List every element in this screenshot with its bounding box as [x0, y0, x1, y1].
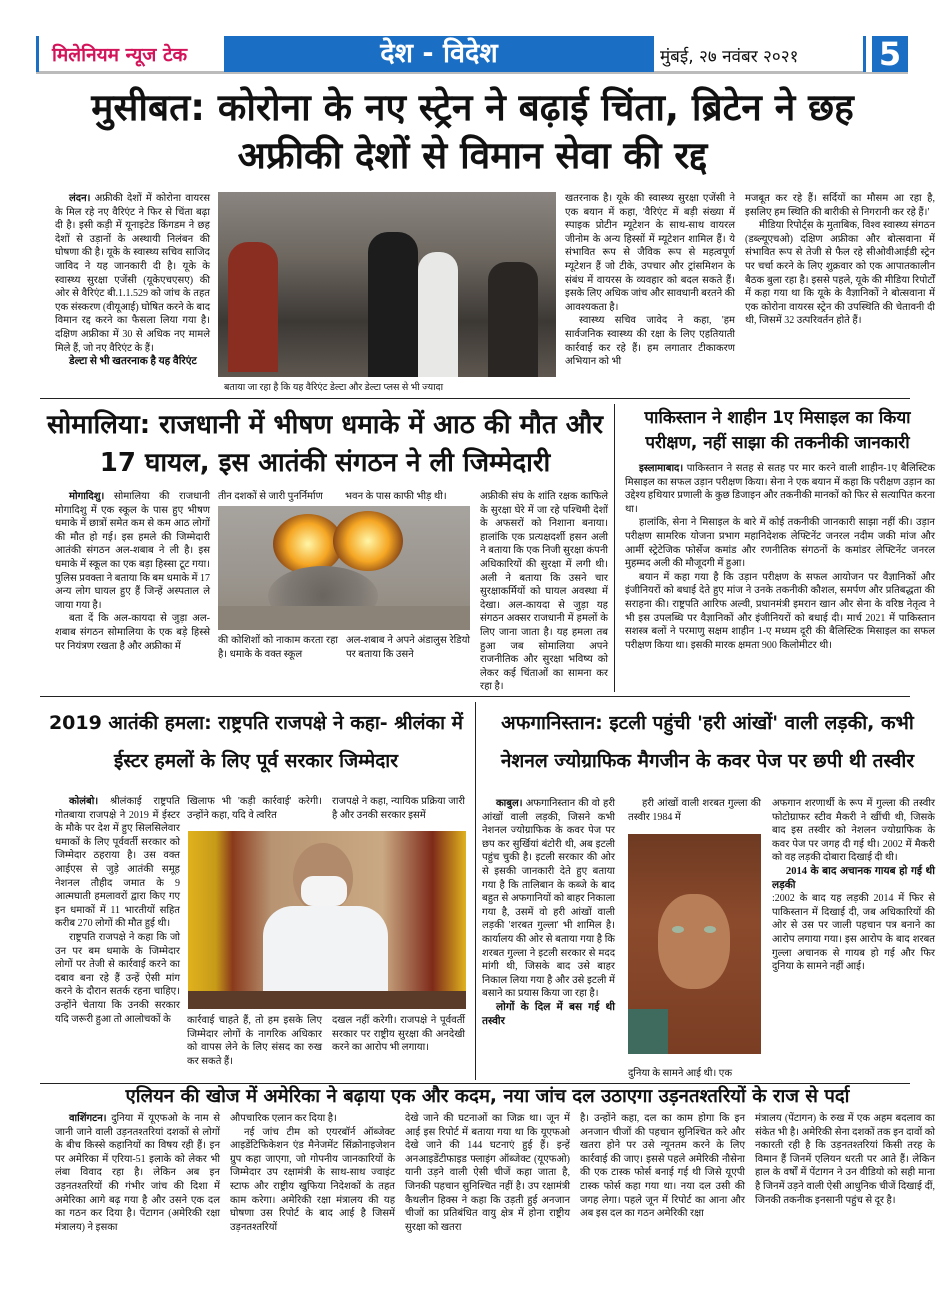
body-text: नई जांच टीम को एयरबॉर्न ऑब्जेक्ट आइडेंटिफिकेशन एंड मैनेजमेंट सिंक्रोनाइजेशन ग्रुप कहा जाएगा, जो गोपनीय जानकारियों के जिम्मेदार उप रक्षामंत्री के साथ-साथ ज्वाइंट स्टाफ और राष्ट्रीय खुफिया निदेशकों के तहत काम करेगा। अमेरिकी रक्षा मंत्रालय की यह घोषणा उस रिपोर्ट के बाद आई है जिसमें उड़नतश्तरियों: [230, 1126, 395, 1233]
afghan-mid-bottom: दुनिया के सामने आई थी। एक: [628, 1068, 733, 1079]
body-text: अफगानिस्तान की वो हरी आंखों वाली लड़की, जिसने कभी नेशनल ज्योग्राफिक के कवर पेज पर छप कर सुर्खियां बंटोरी थी, अब इटली पहुंच चुकी है। इटली सरकार की ओर से इसकी जानकारी देते हुए बताया गया है कि तालिबान के कब्जे के बाद बहुत से अफगानियों को बाहर निकाला गया है, उसमें वो हरी आंखों वाली लड़की 'शरबत गुल्ला' भी शामिल है। कार्यालय की ओर से बताया गया है कि शरबत गुल्ला ने इटली सरकार से मदद मांगी थी, जिसके बाद उसे बाहर निकाल लिया गया है और उसे इटली में बसाने का प्रयास किया जा रहा है।: [482, 798, 616, 1000]
body-text: दुनिया में यूएफओ के नाम से जानी जाने वाली उड़नतश्तरियां दशकों से लोगों के बीच किस्से कहानियों का विषय रही हैं। इन पर अमेरिका में एरिया-51 इलाके को लेकर भी लंबा विवाद रहा है। लेकिन अब इन उड़नतश्तरियों की गंभीर जांच की दिशा में अमेरिका आगे बढ़ गया है और उसने एक दल का गठन कर दिया है। पेंटागन (अमेरिकी रक्षा मंत्रालय) ने इसका: [55, 1113, 221, 1233]
page-number: 5: [878, 35, 902, 73]
section-banner: [224, 36, 654, 72]
somalia-photo-explosion: [218, 506, 470, 630]
body-text: मंत्रालय (पेंटागन) के रुख में एक अहम बदलाव का संकेत भी है। अमेरिकी सेना दशकों तक इन दावों को नकारती रही है कि उड़नतश्तरियां किसी तरह के विमान हैं जिनमें एलियन धरती पर आते हैं। लेकिन हाल के वर्षों में पेंटागन ने उन वीडियो को सही माना है जिनमें उड़ने वाली ऐसी आधुनिक चीजें दिखाई दीं, जिनकी तकनीक इनसानी पहुंच से दूर है।: [755, 1113, 935, 1206]
body-text: है। उन्होंने कहा, दल का काम होगा कि इन अनजान चीजों की पहचान सुनिश्चित करे और खतरा होने पर उसे न्यूनतम करने के लिए कार्रवाई की जाए। इससे पहले अमेरिकी नौसेना की एक टास्क फोर्स बनाई गई थी जिसे यूएपी टास्क फोर्स कहा गया था। नया दल उसी की जगह लेगा। पहले जून में रिपोर्ट का आना और अब इस दल का गठन अमेरिकी रक्षा: [580, 1113, 745, 1220]
body-text: बयान में कहा गया है कि उड़ान परीक्षण के सफल आयोजन पर वैज्ञानिकों और इंजीनियरों को बधाई देते हुए मांज ने उनके तकनीकी कौशल, समर्पण और प्रतिबद्धता की सराहना की। राष्ट्रपति आरिफ अल्वी, प्रधानमंत्री इमरान खान और सेना के वरिष्ठ नेतृत्व ने भी इस उपलब्धि पर वैज्ञानिकों और इंजीनियरों को बधाई दी। मार्च 2021 में पाकिस्तान सशस्त्र बलों ने परमाणु सक्षम शाहीन 1-ए मध्यम दूरी की बैलिस्टिक मिसाइल का सफल परीक्षण किया था। इसकी मारक क्षमता 900 किलोमीटर थी।: [625, 571, 935, 651]
body-text: राष्ट्रपति राजपक्षे ने कहा कि जो उन पर बम धमाके के जिम्मेदार लोगों पर तेजी से कार्रवाई करने का दबाव बना रहे हैं उन्हें ऐसी मांग करने के दौरान सतर्क रहना चाहिए। उन्होंने चेताया कि उनकी सरकार यदि जरूरी हुआ तो आलोचकों के: [55, 931, 180, 1025]
afghan-photo-girl: [628, 834, 761, 1054]
subheading: लोगों के दिल में बस गई थी तस्वीर: [482, 1001, 615, 1027]
srilanka-photo-president: [188, 831, 466, 1009]
somalia-headline: सोमालिया: राजधानी में भीषण धमाके में आठ की मौत और 17 घायल, इस आतंकी संगठन ने ली जिम्मेदारी: [46, 410, 604, 478]
dateline: कोलंबो।: [69, 796, 99, 807]
dateline: इस्लामाबाद।: [639, 463, 684, 474]
column-divider: [475, 702, 476, 1080]
paper-name: मिलेनियम न्यूज टेक: [52, 44, 188, 66]
body-text: :2002 के बाद यह लड़की 2014 में फिर से पाकिस्तान में दिखाई दी, जब अधिकारियों की ओर से उस पर जाली पहचान पत्र बनाने का आरोप लगाया गया। इस आरोप के बाद शरबत गुल्ला अचानक से गायब हो गई और फिर दुनिया के सामने नहीं आई।: [772, 893, 935, 973]
divider: [40, 398, 910, 399]
body-text: मीडिया रिपोर्ट्स के मुताबिक, विश्व स्वास्थ्य संगठन (डब्ल्यूएचओ) दक्षिण अफ्रीका और बोत्सवाना में संभावित रूप से तेजी से फैल रहे सीओवीआईडी स्ट्रेन पर चर्चा करने के लिए शुक्रवार को एक आपातकालीन बैठक बुला रहा है। इससे पहले, यूके की मीडिया रिपोर्टों में कहा गया था कि यूके के वैज्ञानिकों ने बोत्सवाना में एक कोरोना वायरस स्ट्रेन की उपस्थिति की चेतावनी दी थी, जिसमें 32 उत्परिवर्तन होते हैं।: [745, 220, 935, 327]
srilanka-col-1: [55, 795, 180, 1085]
body-text: देखे जाने की घटनाओं का जिक्र था। जून में आई इस रिपोर्ट में बताया गया था कि यूएफओ देखे जाने की 144 घटनाएं हुई हैं। इन्हें अनआइडेंटीफाइड फ्लाइंग ऑब्जेक्ट (यूएफओ) यानी उड़ने वाली ऐसी चीजें कहा जाता है, जिनकी पहचान सुनिश्चित नहीं है। उप रक्षामंत्री कैथलीन हिक्स ने कहा कि उड़ती हुई अनजान चीजों का प्रतिबंधित वायु क्षेत्र में होना राष्ट्रीय सुरक्षा को खतरा: [405, 1113, 570, 1233]
afghan-col-1: [482, 797, 615, 1082]
subheading: डेल्टा से भी खतरनाक है यह वैरिएंट: [69, 356, 197, 368]
body-text: सोमालिया की राजधानी मोगादिशु में एक स्कूल के पास हुए भीषण धमाके में छात्रों समेत कम से कम आठ लोगों की मौत हो गई। इस हमले की जिम्मेदारी आतंकी संगठन अल-शबाब ने ली है। इस धमाके में स्कूल का एक बड़ा हिस्सा टूट गया। पुलिस प्रवक्ता ने बताया कि बम धमाके में 17 अन्य लोग घायल हुए हैं जिन्हें अस्पताल ले जाया गया है।: [55, 491, 210, 611]
lead-headline: मुसीबत: कोरोना के नए स्ट्रेन ने बढ़ाई चिंता, ब्रिटेन ने छह अफ्रीकी देशों से विमान सेवा की रद्द: [91, 86, 854, 177]
body-text: खतरनाक है। यूके की स्वास्थ्य सुरक्षा एजेंसी ने एक बयान में कहा, 'वैरिएंट में बड़ी संख्या में स्पाइक प्रोटीन म्यूटेशन के साथ-साथ वायरल जीनोम के अन्य हिस्सों में म्यूटेशन शामिल हैं। ये संभावित रूप से जैविक रूप से महत्वपूर्ण म्यूटेशन हैं जो टीके, उपचार और ट्रांसमिशन के संबंध में वायरस के व्यवहार को बदल सकते हैं। इसके लिए अधिक जांच और सावधानी बरतने की आवश्यकता है।: [565, 193, 735, 313]
ufo-col-2: [230, 1112, 395, 1247]
divider: [40, 696, 910, 697]
dateline: वाशिंगटन।: [69, 1113, 107, 1124]
lead-col-1: [55, 192, 210, 392]
body-text: हालांकि, सेना ने मिसाइल के बारे में कोई तकनीकी जानकारी साझा नहीं की। उड़ान परीक्षण सामरिक योजना प्रभाग महानिदेशक लेफ्टिनेंट जनरल नदीम जकी मांज और आर्मी स्ट्रेटेजिक फोर्सेज कमांड और रणनीतिक संगठनों के कमांडर लेफ्टिनेंट जनरल मुहम्मद अली की मौजूदगी में हुआ।: [625, 517, 935, 570]
body-text: बता दें कि अल-कायदा से जुड़ा अल-शबाब संगठन सोमालिया के एक बड़े हिस्से पर नियंत्रण रखता है और अफ्रीका में: [55, 613, 210, 652]
srilanka-mid-top-left: खिलाफ भी 'कड़ी कार्रवाई' करेगी। उन्होंने कहा, यदि वे त्वरित: [187, 796, 322, 821]
somalia-mid-bottom-right: अल-शबाब ने अपने अंडालुस रेडियो पर बताया कि उसने: [346, 635, 470, 660]
body-text: मजबूत कर रहे हैं। सर्दियों का मौसम आ रहा है, इसलिए हम स्थिति की बारीकी से निगरानी कर रहे हैं।': [745, 193, 935, 218]
afghan-headline: अफगानिस्तान: इटली पहुंची 'हरी आंखों' वाली लड़की, कभी नेशनल ज्योग्राफिक मैगजीन के कवर पेज पर छपी थी तस्वीर: [500, 712, 915, 772]
masthead-left-bar: [36, 36, 39, 72]
srilanka-headline: 2019 आतंकी हमला: राष्ट्रपति राजपक्षे ने कहा- श्रीलंका में ईस्टर हमलों के लिए पूर्व सरकार जिम्मेदार: [48, 712, 464, 772]
somalia-mid-bottom-left: की कोशिशों को नाकाम करता रहा है। धमाके के वक्त स्कूल: [218, 635, 338, 660]
afghan-mid-top: हरी आंखों वाली शरबत गुल्ला की तस्वीर 1984 में: [628, 798, 761, 823]
body-text: श्रीलंकाई राष्ट्रपति गोतबाया राजपक्षे ने 2019 में ईस्टर के मौके पर देश में हुए सिलसिलेवार धमाकों के लिए पूर्ववर्ती सरकार को जिम्मेदार ठहराया है। उस वक्त आईएस से जुड़े आतंकी समूह नेशनल तौहीद जमात के 9 आत्मघाती हमलावरों द्वारा किए गए इन धमाकों में 11 भारतीयों सहित करीब 270 लोगों की मौत हुई थी।: [55, 796, 181, 930]
somalia-mid-top-left: तीन दशकों से जारी पुनर्निर्माण: [218, 491, 323, 502]
body-text: स्वास्थ्य सचिव जावेद ने कहा, 'हम सार्वजनिक स्वास्थ्य की रक्षा के लिए एहतियाती कार्रवाई कर रहे हैं। हम लगातार टीकाकरण अभियान को भी: [565, 315, 735, 368]
ufo-col-3: [405, 1112, 570, 1247]
lead-photo-crowd: [218, 192, 556, 377]
issue-date: मुंबई, २७ नवंबर २०२१: [660, 47, 799, 67]
lead-col-3: [565, 192, 735, 392]
divider: [40, 1083, 910, 1084]
srilanka-mid-bottom-right: दखल नहीं करेगी। राजपक्षे ने पूर्ववर्ती सरकार पर राष्ट्रीय सुरक्षा की अनदेखी करने का आरोप भी लगाया।: [332, 1015, 465, 1054]
dateline: मोगादिशु।: [69, 491, 105, 502]
page-number-box: [866, 36, 908, 72]
section-title: देश - विदेश: [380, 38, 498, 69]
ufo-col-5: [755, 1112, 935, 1247]
body-text: अफगान शरणार्थी के रूप में गुल्ला की तस्वीर फोटोग्राफर स्टीव मैकरी ने खींची थी, जिसके बाद इस तस्वीर को नेशलन ज्योग्राफिक के कवर पेज पर जगह दी गई थी। 2002 में मैकरी को वह लड़की दोबारा दिखाई दी थी।: [772, 798, 935, 864]
somalia-col-3: [480, 490, 608, 693]
srilanka-mid-top-right: राजपक्षे ने कहा, न्यायिक प्रक्रिया जारी है और उनकी सरकार इसमें: [332, 796, 465, 821]
body-text: अफ्रीकी देशों में कोरोना वायरस के मिल रहे नए वैरिएंट ने फिर से चिंता बढ़ा दी है। इसी कड़ी में यूनाइटेड किंगडम ने छह देशों से उड़ानों के अस्थायी निलंबन की घोषणा की है। यूके के स्वास्थ्य सचिव साजिद जाविद ने यह जानकारी दी है। यूके के स्वास्थ्य सुरक्षा एजेंसी (यूकेएचएसए) की ओर से वैरिएंट बी.1.1.529 को जांच के तहत एक संस्करण (वीयूआई) घोषित करने के बाद विमान रद्द करने का फैसला लिया गया है। दक्षिण अफ्रीका में 30 से अधिक नए मामले मिले हैं, जो नए वैरिएंट के हैं।: [55, 193, 210, 354]
pakistan-body: [625, 462, 935, 690]
lead-photo-caption: बताया जा रहा है कि यह वैरिएंट डेल्टा और डेल्टा प्लस से भी ज्यादा: [224, 383, 444, 393]
dateline: लंदन।: [69, 193, 91, 204]
masthead: [36, 36, 908, 74]
ufo-headline: एलियन की खोज में अमेरिका ने बढ़ाया एक और कदम, नया जांच दल उठाएगा उड़नतश्तरियों के राज से पर्दा: [125, 1086, 850, 1107]
body-text: अफ्रीकी संघ के शांति रक्षक काफिले के सुरक्षा घेरे में जा रहे पश्चिमी देशों के अफसरों को निशाना बनाया। हालांकि एक प्रत्यक्षदर्शी हसन अली ने बताया कि एक निजी सुरक्षा कंपनी अधिकारियों की सुरक्षा में लगी थी। अली ने बताया कि उसने चार सुरक्षाकर्मियों को घायल अवस्था में देखा। अल-कायदा से जुड़ा यह संगठन अक्सर राजधानी में हमलों के लिए जाना जाता है। यह हमला तब हुआ जब सोमालिया अपने राजनीतिक और सुरक्षा भविष्य को लेकर कई चिंताओं का सामना कर रहा है।: [480, 491, 608, 693]
ufo-col-4: [580, 1112, 745, 1247]
body-text: औपचारिक एलान कर दिया है।: [230, 1113, 337, 1124]
lead-col-4: [745, 192, 935, 392]
somalia-col-1: [55, 490, 210, 674]
subheading: 2014 के बाद अचानक गायब हो गई थी लड़की: [772, 865, 935, 891]
ufo-col-1: [55, 1112, 220, 1247]
dateline: काबुल।: [496, 798, 523, 809]
column-divider: [614, 404, 615, 692]
somalia-mid-top-right: भवन के पास काफी भीड़ थी।: [345, 491, 447, 502]
pakistan-headline: पाकिस्तान ने शाहीन 1ए मिसाइल का किया परीक्षण, नहीं साझा की तकनीकी जानकारी: [644, 408, 911, 453]
srilanka-mid-bottom-left: कार्रवाई चाहते हैं, तो हम इसके लिए जिम्मेदार लोगों के नागरिक अधिकार को वापस लेने के लिए संसद का रुख कर सकते हैं।: [187, 1015, 322, 1067]
body-text: पाकिस्तान ने सतह से सतह पर मार करने वाली शाहीन-1ए बैलिस्टिक मिसाइल का सफल उड़ान परीक्षण किया। सेना ने एक बयान में कहा कि परीक्षण उड़ान का उद्देश्य हथियार प्रणाली के कुछ डिजाइन और तकनीकी मानकों को फिर से सत्यापित करना था।: [625, 463, 935, 515]
afghan-col-3: [772, 797, 935, 1082]
